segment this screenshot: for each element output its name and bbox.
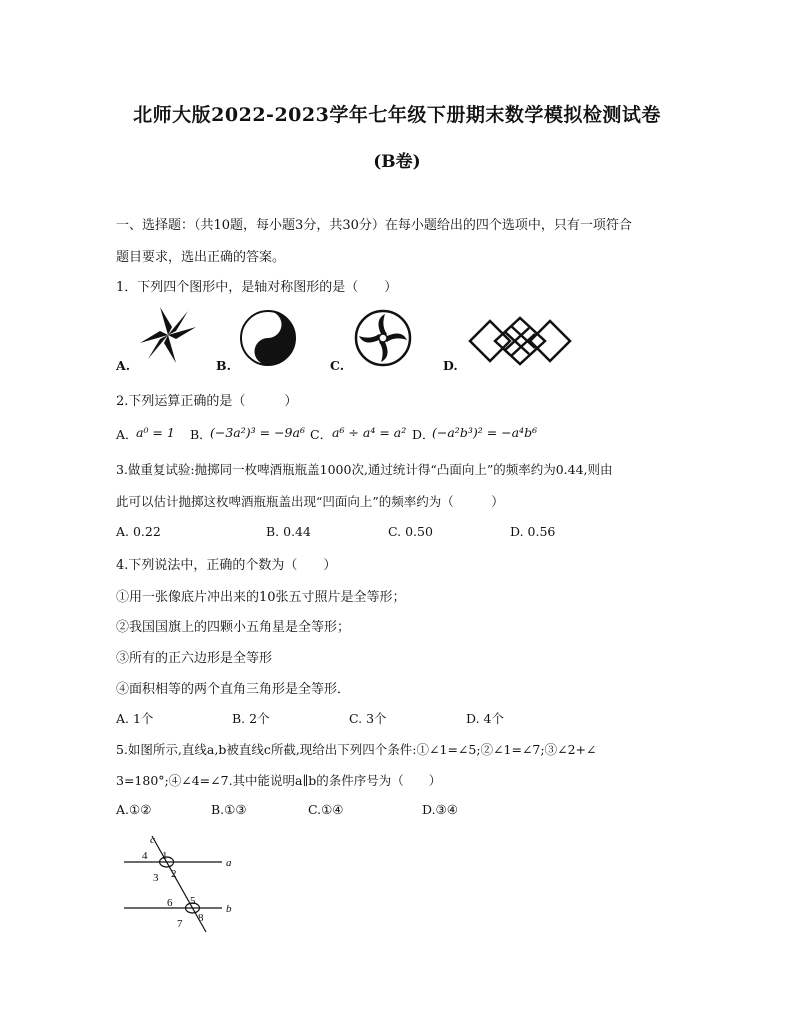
q2-option-a-expr: a⁰ = 1	[136, 425, 175, 440]
q1-label-c: C.	[330, 358, 345, 373]
label-2: 2	[171, 868, 177, 880]
q2-option-c-expr: a⁶ ÷ a⁴ = a²	[332, 425, 407, 440]
q4-option-c: C. 3个	[349, 711, 387, 726]
q2-option-d-label: D．	[412, 427, 435, 442]
label-1: 1	[162, 850, 168, 862]
page-subtitle: (B卷)	[373, 152, 421, 172]
q3-option-c: C. 0.50	[388, 524, 433, 539]
page-title: 北师大版2022-2023学年七年级下册期末数学模拟检测试卷	[133, 104, 661, 126]
q1-figure-c-fan	[353, 308, 413, 368]
q1-label-b: B.	[216, 358, 231, 373]
q5-option-c: C.①④	[308, 802, 344, 817]
label-c: c	[150, 834, 155, 846]
label-8: 8	[198, 912, 204, 924]
q4-option-b: B. 2个	[232, 711, 270, 726]
label-4: 4	[142, 850, 148, 862]
q3-option-b: B. 0.44	[266, 524, 311, 539]
q5-stem-line1: 5.如图所示,直线a,b被直线c所截,现给出下列四个条件:①∠1=∠5;②∠1=∠7;③∠2+∠	[116, 742, 597, 757]
label-a: a	[226, 857, 232, 869]
label-3: 3	[153, 872, 159, 884]
q3-option-d: D. 0.56	[510, 524, 556, 539]
q3-stem-line1: 3.做重复试验:抛掷同一枚啤酒瓶瓶盖1000次,通过统计得“凸面向上”的频率约为0.44,则由	[116, 462, 613, 477]
q4-statement-2: ②我国国旗上的四颗小五角星是全等形；	[116, 620, 351, 635]
q2-option-b-expr: (−3a²)³ = −9a⁶	[210, 425, 305, 440]
q1-stem: 1．下列四个图形中，是轴对称图形的是（ ）	[116, 280, 398, 295]
section-heading-line2: 题目要求，选出正确的答案。	[116, 250, 286, 265]
q4-statement-4: ④面积相等的两个直角三角形是全等形．	[116, 682, 351, 697]
q4-statement-3: ③所有的正六边形是全等形	[116, 651, 273, 666]
label-7: 7	[177, 918, 183, 930]
q3-option-a: A. 0.22	[116, 524, 161, 539]
section-heading-line1: 一、选择题：（共10题，每小题3分，共30分）在每小题给出的四个选项中，只有一项符合	[116, 218, 632, 233]
q5-option-d: D.③④	[422, 802, 458, 817]
q2-option-d-expr: (−a²b³)² = −a⁴b⁶	[432, 425, 538, 440]
q5-option-b: B.①③	[211, 802, 247, 817]
q1-figure-d-knot	[465, 316, 575, 366]
q5-stem-line2: 3=180°;④∠4=∠7.其中能说明a∥b的条件序号为（ ）	[116, 773, 442, 788]
q4-option-d: D. 4个	[466, 711, 504, 726]
q2-option-a-label: A．	[116, 427, 138, 442]
q4-stem: 4.下列说法中，正确的个数为（ ）	[116, 558, 337, 573]
q2-option-b-label: B．	[190, 427, 212, 442]
q5-option-a: A.①②	[116, 802, 152, 817]
label-6: 6	[167, 897, 173, 909]
q4-statement-1: ①用一张像底片冲出来的10张五寸照片是全等形；	[116, 590, 406, 605]
q1-figure-a-pinwheel	[138, 305, 198, 365]
label-5: 5	[190, 895, 196, 907]
q4-option-a: A. 1个	[116, 711, 154, 726]
q1-label-d: D.	[443, 358, 458, 373]
q2-option-c-label: C．	[310, 427, 333, 442]
label-b: b	[226, 903, 232, 915]
q5-figure-transversal	[122, 832, 252, 932]
q1-figure-b-yinyang	[238, 308, 298, 368]
q1-label-a: A.	[116, 358, 131, 373]
q2-stem: 2.下列运算正确的是（ ）	[116, 394, 298, 409]
q3-stem-line2: 此可以估计抛掷这枚啤酒瓶瓶盖出现“凹面向上”的频率约为（ ）	[116, 494, 504, 509]
